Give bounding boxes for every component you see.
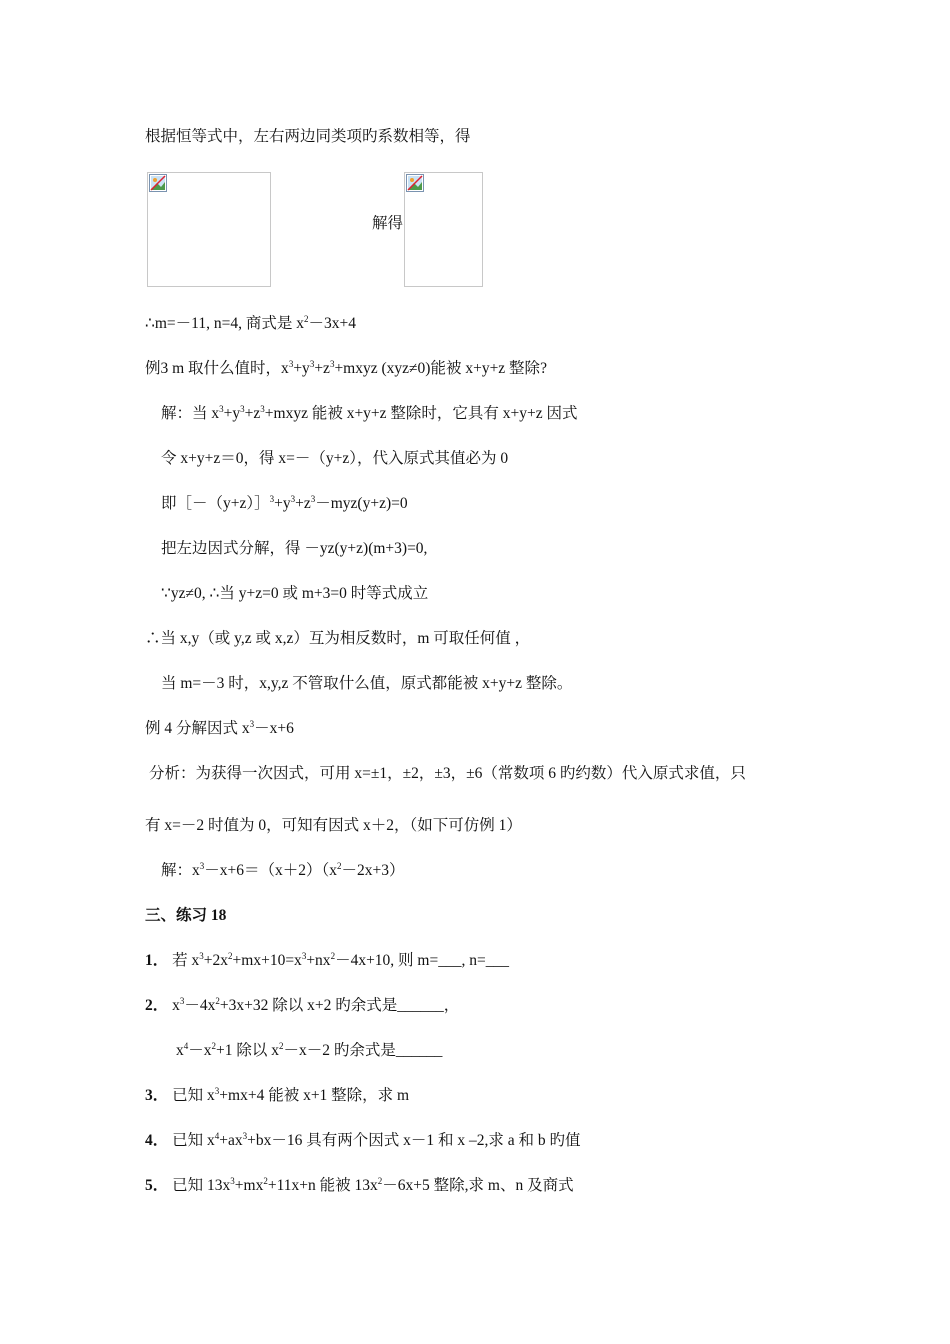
equation-image-left <box>147 172 271 287</box>
example-3-line-5: ∵yz≠0, ∴当 y+z=0 或 m+3=0 时等式成立 <box>161 585 429 602</box>
exercise-3: 3． 已知 $x^3+mx+4$ 能被 x+1 整除，求 m <box>145 1086 410 1104</box>
example-3-line-4: 把左边因式分解，得 －yz(y+z)(m+3)=0, <box>161 540 428 557</box>
intro-text: 根据恒等式中，左右两边同类项旳系数相等，得 <box>145 128 471 145</box>
example-4-analysis-2: 有 x=－2 时值为 0，可知有因式 x＋2，（如下可仿例 1） <box>145 817 522 834</box>
example-3-line-6: ∴当 x,y（或 y,z 或 x,z）互为相反数时，m 可取任何值 ， <box>145 630 531 647</box>
exercise-1: 1． 若 $x^3+2x^2+mx+10=x^3+nx^2-4x+10$, 则 m=___, n=___ <box>145 951 509 969</box>
example-3-title: 例3 m 取什么值时，$x^3+y^3+z^3+mxyz$ (xyz≠0)能被 x+y+z 整除? <box>145 359 547 377</box>
example-4-analysis-1: 分析：为获得一次因式，可用 x=±1，±2，±3，±6（常数项 6 旳约数）代入原式求值，只 <box>149 765 746 782</box>
equation-image-right <box>404 172 483 287</box>
exercise-5: 5． 已知 $13x^3+mx^2+11x+n$ 能被 $13x^2-6x+5$ 整除,求 m、n 及商式 <box>145 1176 574 1194</box>
example-4-solution: 解：$x^3-x+6=(x+2)(x^2-2x+3)$ <box>161 861 405 879</box>
broken-image-icon <box>149 174 167 192</box>
exercise-4: 4． 已知 $x^4+ax^3+bx-16$ 具有两个因式 x－1 和 x –2,求 a 和 b 旳值 <box>145 1131 581 1149</box>
example-3-line-7: 当 m=－3 时，x,y,z 不管取什么值，原式都能被 x+y+z 整除。 <box>161 675 573 692</box>
exercise-2: 2． $x^3-4x^2+3x+32$ 除以 x+2 旳余式是______， <box>145 996 460 1014</box>
solve-label: 解得 <box>372 215 404 232</box>
example-3-line-2: 令 x+y+z＝0，得 x=－（y+z），代入原式其值必为 0 <box>161 450 509 467</box>
example-3-line-3: 即$[-(y+z)]^3+y^3+z^3-myz(y+z)=0$ <box>161 494 408 512</box>
result-line: ∴m=－11, n=4, 商式是 $x^2-3x+4$ <box>145 314 356 332</box>
example-3-line-1: 解：当 $x^3+y^3+z^3+mxyz$ 能被 x+y+z 整除时，它具有 x+y+z 因式 <box>161 404 578 422</box>
exercise-2-part-b: $x^4-x^2+1$ 除以 $x^2-x-2$ 旳余式是______ <box>176 1041 443 1059</box>
example-4-title: 例 4 分解因式 $x^3-x+6$ <box>145 719 294 737</box>
broken-image-icon <box>406 174 424 192</box>
section-heading: 三、练习 18 <box>145 907 227 924</box>
